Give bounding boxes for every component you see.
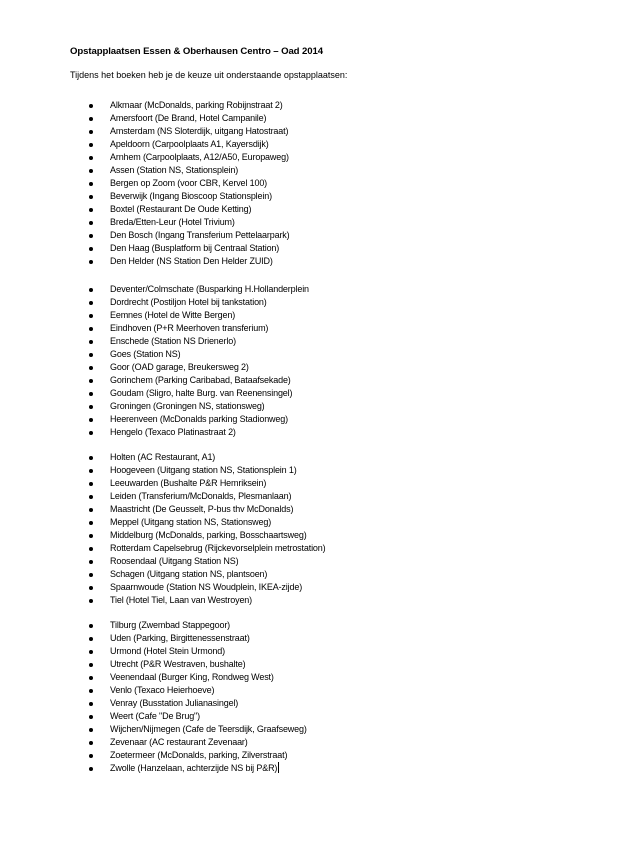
location-label: Uden (Parking, Birgittenessenstraat) <box>110 633 250 643</box>
bullet-icon <box>89 340 93 344</box>
list-item <box>0 190 621 203</box>
list-item <box>0 177 621 190</box>
bullet-icon <box>89 624 93 628</box>
list-item <box>0 361 621 374</box>
bullet-icon <box>89 405 93 409</box>
bullet-icon <box>89 392 93 396</box>
location-label: Breda/Etten-Leur (Hotel Trivium) <box>110 217 235 227</box>
location-label: Leiden (Transferium/McDonalds, Plesmanlaan) <box>110 491 292 501</box>
list-item <box>0 164 621 177</box>
list-item <box>0 309 621 322</box>
bullet-icon <box>89 547 93 551</box>
location-list-group-1 <box>0 99 621 268</box>
list-item <box>0 749 621 762</box>
location-label: Eemnes (Hotel de Witte Bergen) <box>110 310 236 320</box>
location-label: Deventer/Colmschate (Busparking H.Hollanderplein <box>110 284 309 294</box>
location-label: Arnhem (Carpoolplaats, A12/A50, Europaweg) <box>110 152 289 162</box>
list-item <box>0 684 621 697</box>
location-label: Hoogeveen (Uitgang station NS, Stationsplein 1) <box>110 465 297 475</box>
location-label: Assen (Station NS, Stationsplein) <box>110 165 239 175</box>
location-label: Amsterdam (NS Sloterdijk, uitgang Hatostraat) <box>110 126 289 136</box>
list-item <box>0 762 621 775</box>
document-title: Opstapplaatsen Essen & Oberhausen Centro – Oad 2014 <box>70 46 323 57</box>
list-item <box>0 322 621 335</box>
list-item <box>0 619 621 632</box>
list-item <box>0 645 621 658</box>
bullet-icon <box>89 469 93 473</box>
list-item <box>0 503 621 516</box>
list-item <box>0 242 621 255</box>
location-label: Middelburg (McDonalds, parking, Bosschaartsweg) <box>110 530 307 540</box>
bullet-icon <box>89 169 93 173</box>
bullet-icon <box>89 508 93 512</box>
location-label: Tilburg (Zwembad Stappegoor) <box>110 620 231 630</box>
list-item <box>0 464 621 477</box>
bullet-icon <box>89 767 93 771</box>
bullet-icon <box>89 702 93 706</box>
location-label: Maastricht (De Geusselt, P-bus thv McDonalds) <box>110 504 294 514</box>
list-item <box>0 387 621 400</box>
list-item <box>0 516 621 529</box>
list-item <box>0 283 621 296</box>
bullet-icon <box>89 728 93 732</box>
location-label: Goor (OAD garage, Breukersweg 2) <box>110 362 249 372</box>
location-label: Leeuwarden (Bushalte P&R Hemriksein) <box>110 478 267 488</box>
list-item <box>0 723 621 736</box>
bullet-icon <box>89 156 93 160</box>
location-label: Gorinchem (Parking Caribabad, Bataafsekade) <box>110 375 291 385</box>
bullet-icon <box>89 366 93 370</box>
location-label: Dordrecht (Postiljon Hotel bij tankstation) <box>110 297 267 307</box>
list-item <box>0 555 621 568</box>
location-label: Den Helder (NS Station Den Helder ZUID) <box>110 256 273 266</box>
text-cursor <box>278 762 279 773</box>
list-item <box>0 138 621 151</box>
location-label: Urmond (Hotel Stein Urmond) <box>110 646 225 656</box>
list-item <box>0 451 621 464</box>
list-item <box>0 426 621 439</box>
list-item <box>0 335 621 348</box>
location-label: Zwolle (Hanzelaan, achterzijde NS bij P&R) <box>110 763 278 773</box>
location-label: Meppel (Uitgang station NS, Stationsweg) <box>110 517 272 527</box>
list-item <box>0 477 621 490</box>
location-label: Groningen (Groningen NS, stationsweg) <box>110 401 265 411</box>
list-item <box>0 413 621 426</box>
list-item <box>0 568 621 581</box>
location-label: Zoetermeer (McDonalds, parking, Zilverstraat) <box>110 750 288 760</box>
location-label: Holten (AC Restaurant, A1) <box>110 452 216 462</box>
list-item <box>0 374 621 387</box>
location-label: Den Haag (Busplatform bij Centraal Station) <box>110 243 280 253</box>
bullet-icon <box>89 676 93 680</box>
bullet-icon <box>89 650 93 654</box>
bullet-icon <box>89 327 93 331</box>
bullet-icon <box>89 288 93 292</box>
location-label: Veenendaal (Burger King, Rondweg West) <box>110 672 274 682</box>
bullet-icon <box>89 234 93 238</box>
location-label: Enschede (Station NS Drienerlo) <box>110 336 236 346</box>
location-list-group-4 <box>0 619 621 775</box>
bullet-icon <box>89 104 93 108</box>
location-label: Eindhoven (P+R Meerhoven transferium) <box>110 323 269 333</box>
list-item <box>0 671 621 684</box>
location-label: Zevenaar (AC restaurant Zevenaar) <box>110 737 248 747</box>
location-label: Apeldoorn (Carpoolplaats A1, Kayersdijk) <box>110 139 269 149</box>
list-item <box>0 697 621 710</box>
bullet-icon <box>89 208 93 212</box>
location-label: Hengelo (Texaco Platinastraat 2) <box>110 427 236 437</box>
bullet-icon <box>89 182 93 186</box>
bullet-icon <box>89 521 93 525</box>
list-item <box>0 255 621 268</box>
list-item <box>0 296 621 309</box>
bullet-icon <box>89 663 93 667</box>
list-item <box>0 99 621 112</box>
list-item <box>0 710 621 723</box>
list-item <box>0 542 621 555</box>
location-label: Goudam (Sligro, halte Burg. van Reenensingel) <box>110 388 293 398</box>
bullet-icon <box>89 418 93 422</box>
bullet-icon <box>89 482 93 486</box>
location-label: Den Bosch (Ingang Transferium Pettelaarpark) <box>110 230 290 240</box>
location-label: Tiel (Hotel Tiel, Laan van Westroyen) <box>110 595 253 605</box>
list-item <box>0 490 621 503</box>
list-item <box>0 658 621 671</box>
list-item <box>0 736 621 749</box>
location-label: Goes (Station NS) <box>110 349 181 359</box>
list-item <box>0 125 621 138</box>
bullet-icon <box>89 586 93 590</box>
bullet-icon <box>89 495 93 499</box>
intro-text: Tijdens het boeken heb je de keuze uit onderstaande opstapplaatsen: <box>70 70 348 80</box>
location-label: Wijchen/Nijmegen (Cafe de Teersdijk, Graafseweg) <box>110 724 307 734</box>
bullet-icon <box>89 247 93 251</box>
bullet-icon <box>89 143 93 147</box>
bullet-icon <box>89 534 93 538</box>
location-list-group-3 <box>0 451 621 607</box>
bullet-icon <box>89 301 93 305</box>
bullet-icon <box>89 637 93 641</box>
list-item <box>0 529 621 542</box>
list-item <box>0 581 621 594</box>
list-item <box>0 400 621 413</box>
location-label: Weert (Cafe "De Brug") <box>110 711 200 721</box>
bullet-icon <box>89 689 93 693</box>
bullet-icon <box>89 456 93 460</box>
location-label: Beverwijk (Ingang Bioscoop Stationsplein) <box>110 191 272 201</box>
location-list-group-2 <box>0 283 621 439</box>
location-label: Boxtel (Restaurant De Oude Ketting) <box>110 204 252 214</box>
location-label: Spaarnwoude (Station NS Woudplein, IKEA-zijde) <box>110 582 303 592</box>
location-label: Alkmaar (McDonalds, parking Robijnstraat 2) <box>110 100 283 110</box>
list-item <box>0 203 621 216</box>
bullet-icon <box>89 431 93 435</box>
bullet-icon <box>89 754 93 758</box>
location-label: Rotterdam Capelsebrug (Rijckevorselplein metrostation) <box>110 543 326 553</box>
location-label: Venray (Busstation Julianasingel) <box>110 698 239 708</box>
bullet-icon <box>89 599 93 603</box>
location-label: Venlo (Texaco Heierhoeve) <box>110 685 215 695</box>
bullet-icon <box>89 195 93 199</box>
list-item <box>0 348 621 361</box>
bullet-icon <box>89 379 93 383</box>
list-item <box>0 112 621 125</box>
bullet-icon <box>89 741 93 745</box>
list-item <box>0 229 621 242</box>
location-label: Schagen (Uitgang station NS, plantsoen) <box>110 569 268 579</box>
list-item <box>0 632 621 645</box>
location-label: Roosendaal (Uitgang Station NS) <box>110 556 239 566</box>
list-item <box>0 216 621 229</box>
location-label: Bergen op Zoom (voor CBR, Kervel 100) <box>110 178 268 188</box>
location-label: Utrecht (P&R Westraven, bushalte) <box>110 659 246 669</box>
bullet-icon <box>89 560 93 564</box>
location-label: Heerenveen (McDonalds parking Stadionweg) <box>110 414 288 424</box>
bullet-icon <box>89 260 93 264</box>
bullet-icon <box>89 130 93 134</box>
list-item <box>0 151 621 164</box>
bullet-icon <box>89 715 93 719</box>
bullet-icon <box>89 353 93 357</box>
bullet-icon <box>89 221 93 225</box>
bullet-icon <box>89 117 93 121</box>
location-label: Amersfoort (De Brand, Hotel Campanile) <box>110 113 267 123</box>
bullet-icon <box>89 314 93 318</box>
bullet-icon <box>89 573 93 577</box>
list-item <box>0 594 621 607</box>
